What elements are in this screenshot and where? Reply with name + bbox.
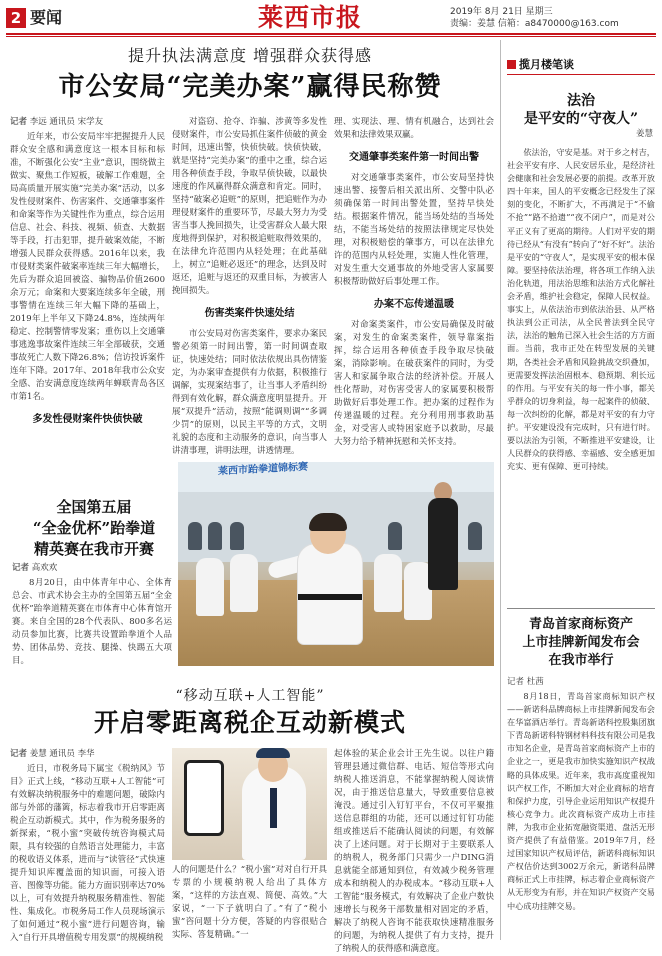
trademark-title-line: 青岛首家商标资产 (528, 617, 633, 632)
byline-names: 姜慧 通讯员 李华 (29, 749, 95, 759)
commentary-body (507, 146, 655, 473)
trademark-title-line: 上市挂牌新闻发布会 (522, 635, 640, 650)
page-number: 2 (6, 8, 26, 28)
sidebar-rule-2 (507, 608, 655, 609)
main-column-a (10, 116, 165, 434)
commentary-paragraph: 依法治，守安是基。对于乡之村吉，社会平安有序、人民安居乐业，是经济社会健康和社会发展必要的前提。改革开放四十年来，国人的平安概念已经发生了深刻的变化，不断扩大，不再满足于“不偷不抢”“路不拾遗”“夜不闭户”，而是对公平正义有了更高的期待。人们对平安的期待已经从“有没有”转向了“好不好”。法治是平安的“守夜人”，是实现平安的根本保障。要坚持依法治理，将各项工作纳入法治化轨道，用法治思维和法治方式化解社会矛盾，维护社会稳定，保障人民权益。事实上，从依法治市到依法治县、从严格执法到公正司法，从全民普法到全民守法，法治的触角已深入社会生活的方方面面。当前，我市正处在转型发展的关键期，各类社会矛盾和风险挑战交织叠加，更需要发挥法治固根本、稳预期、利长远的作用。与平安有关的每一件小事，都关乎群众的切身利益，每一起案件的侦破、每一次纠纷的化解，都是对平安的有力守护。平安建设没有完成时，只有进行时。要以法治为引领，不断推进平安建设，让人民群众的获得感、幸福感、安全感更加充实、更有保障、更可持续。 (507, 147, 655, 472)
main-paragraph-b2: 市公安局对伤害类案件，要求办案民警必须第一时间出警，第一时间调查取证，快速处结；同时依法依规出具伤情鉴定，为办案审查提供有力依据，积极推行调解，实现案结事了，让当事人矛盾纠纷得到有效化解，群众满意度明显提升。开展“双提升”活动，按照“能调则调”“多调少罚”的原则，以民主平等的方式，文明礼貌的态度和主动服务的意识，向当事人讲清事理，讲明法理，讲透情理。 (172, 329, 327, 456)
photo-smartphone (184, 760, 224, 836)
photo-black-belt (298, 594, 362, 600)
tax-paragraph-b: 人的问题是什么？“税小蜜”对对自行开具专票的小规模纳税人给出了具体方案，“这样的方法直观、简便、高效。”大家说，“一下子就明白了。”有了“税小蜜”咨问题十分方便，答疑的内容很贴合实际、答复精确。”一 (172, 865, 327, 940)
crosshead-theft: 多发性侵财案件快侦快破 (32, 414, 143, 425)
trademark-byline (507, 676, 544, 688)
photo-spectator (208, 522, 222, 550)
tax-headline: 开启零距离税企互动新模式 (93, 708, 406, 737)
byline-names: 李远 通讯员 宋学友 (29, 117, 104, 127)
taekwondo-title-line: 全国第五届 (56, 498, 132, 516)
crosshead-traffic: 交通肇事类案件第一时间出警 (349, 152, 479, 163)
main-paragraph-c1: 理、实现法、理、情有机融合，达到社会效果和法律效果双赢。 (334, 117, 494, 140)
trademark-paragraph: 8月18日，青岛首家商标知识产权——新诺科品牌商标上市挂牌新闻发布会在华富酒店举行。青岛新诺科控股集团旗下青岛新诺科特钢材料科技有限公司是我市知名企业，是青岛首家商标资产上市的企业之一，更是我市加快实施知识产权战略的具体成果。近年来，我市高度重视知识产权工作，不断加大对企业商标的培育和保护力度，引导企业运用知识产权提升核心竞争力。此次商标资产成功上市挂牌，为我市企业拓宽融资渠道、盘活无形资产提供了有益借鉴。2019年7月，经过国家知识产权局评估，新诺科商标知识产权估价达到3002万余元，新诺科品牌商标正式上市挂牌，标志着企业商标资产从无形变为有形，并在知识产权资产交易中心成功挂牌交易。 (507, 691, 655, 911)
header-rule (6, 33, 656, 35)
sidebar-divider (500, 40, 501, 940)
photo-athlete (230, 554, 258, 612)
main-kicker: 提升执法满意度 增强群众获得感 (127, 46, 373, 65)
trademark-title (507, 616, 655, 670)
byline-names: 杜茜 (526, 677, 544, 687)
header-rule-thin (6, 36, 656, 37)
main-paragraph-c3: 对命案类案件，市公安局确保及时破案，对发生的命案类案件，领导靠案指挥，综合运用各种侦查手段争取尽快破案，消除影响。在破获案件的同时，为受害人和家属争取合法的经济补偿。开展人性化帮助，对伤害受害人的家属要积极帮助做好后事处理工作。把办案的过程作为传递温暖的过程。充分利用刑事救助基金，对受害人或特困家庭予以救助，尽最大努力给予精神抚慰和关怀支持。 (334, 320, 494, 447)
photo-spectator (388, 522, 402, 550)
taekwondo-body (12, 562, 172, 668)
taekwondo-photo (178, 462, 494, 666)
photo-spectator (188, 522, 202, 550)
page-header (0, 0, 662, 38)
main-paragraph-a: 近年来，市公安局牢牢把握提升人民群众安全感和满意度这一根本目标和标准，不断强化公安“主业”意识，围绕做主做实、聚焦工作短板，破解工作难题，全局高质量开展实施“完美办案”活动，以多发性侵财案件、伤害案件、交通肇事案件和命案等作为关键性作为重点，综合运用信息、社会、科技、视频、侦查、大数据等手段，打击犯罪，提升破案效能，不断增强人民群众获得感。2016年以来，我市侵财类案件破案率连续三年大幅增长，先后为群众追回被盗、骗物品价值2600余万元；命案和大要案连续多年全破，刑事警情在连续三年大幅下降的基础上，2019年上半年又下降24.8%，连续两年稳定、控制警情零发案；重伤以上交通肇事逃逸事故案件连续三年全部破获，交通事故死亡人数下降26.8%；信访投诉案件连年下降。2017年、2018年我市公众安全感、治安满意度连续两年蝉联青岛各区市第1名。 (10, 132, 165, 402)
sidebar-rule (507, 74, 655, 75)
tax-column-c (334, 748, 494, 956)
date-line: 2019年 8月 21日 星期三 (450, 7, 553, 17)
section-title: 要闻 (30, 8, 63, 27)
photo-officer-cap (256, 748, 290, 758)
main-headline: 市公安局“完美办案”赢得民称赞 (58, 72, 442, 102)
column-tag (507, 58, 574, 72)
main-paragraph-c2: 对交通肇事类案件，市公安局坚持快速出警、接警后相关派出所、交警中队必须确保第一时间出警处置，坚持早快处结。根据案件情况，能当场处结的当场处结，不能当场处结的按照法律规定尽快处理，对积极赔偿的肇事方，可以在法律允许的范围内从轻处理，实施人性化管理，对发生重大交通事故的外地受害人家属要积极帮助做好后事处理工作。 (334, 173, 494, 287)
header-meta (450, 6, 619, 30)
byline-label: 记者 (10, 117, 28, 127)
tax-byline (10, 748, 165, 761)
commentary-title-line2: 是平安的“守夜人” (523, 111, 639, 127)
tax-kicker: “移动互联+人工智能” (175, 688, 325, 704)
byline-label: 记者 (12, 563, 30, 573)
crosshead-injury: 伤害类案件快速处结 (204, 308, 295, 319)
main-column-c (334, 116, 494, 449)
photo-spectator (230, 522, 244, 550)
main-column-b (172, 116, 327, 458)
photo-banner-text: 莱西市跆拳道锦标赛 (218, 461, 308, 478)
tax-column-b (172, 864, 327, 942)
byline-label: 记者 (507, 677, 525, 687)
trademark-body (507, 690, 655, 913)
taekwondo-paragraph: 8月20日，由中体青年中心、全体育总会、市武术协会主办的全国第五届“全金优杯”跆拳道精英赛在市体育中心体育馆开赛。来自全国的28个代表队、800多名运动员参加比赛，比赛共设置跆拳道个人品势、团体品势、竞技、腿操、快踢五大项目。 (12, 578, 172, 666)
commentary-title-line1: 法治 (567, 93, 595, 109)
taekwondo-title-line: 精英赛在我市开赛 (33, 540, 154, 558)
editor-line: 责编：姜慧 信箱：a8470000@163.com (450, 19, 619, 29)
newspaper-masthead: 莱西市报 (258, 3, 363, 32)
photo-spectator (468, 522, 482, 550)
tax-paragraph-a: 近日，市税务局下属宝《税纳风》节目》正式上线，“移动互联+人工智能”可有效解决纳税服务中的难题问题，破除内部与外部的藩篱，标志着我市开启零距离税企互动新模式。其中，作为税务服务的新探索，“税小蜜”突破传统咨询模式局限，具有较强的自然语言处理能力，丰富的税收语义体系，进而与“读管径”式快速提升知识库覆盖面的知识面，可接入语音、图像等功能。能力方面识别率达70%以上，可有效提升纳税服务精准性、智能性、集成化。市税务局工作人员现场演示了如何通过“税小蜜”进行问题咨询，输入“自行开具增值税专用发票”的规模纳税 (10, 764, 165, 943)
photo-athlete (196, 558, 224, 616)
tax-photo (172, 748, 327, 860)
trademark-title-line: 在我市举行 (548, 653, 614, 668)
tax-paragraph-c: 起体验的某企业会计王先生说。以往户籍管理县通过微信群、电话、短信等形式向纳税人推送消息，不能掌握纳税人阅读情况，由于推送信息量大，导致重要信息被淹没。通过引入钉钉平台，不仅可平聚推送信息群组的功能，还可以通过钉钉功能组或推送后不能确认阅读的问题，有效解决了上述问题。对于长期对于主要联系人的纳税人，税务部门只需少一户DING消息就能全部通知到位，有效减少税务管理成本和纳税人的办税成本。“移动互联+人工智能”服务模式，有效解决了企业户数快速增长与税务干部数量相对固定的矛盾，解决了纳税人咨询不能获取快速精准服务的问题，为纳税人提供了有力支持，提升了纳税人的获得感和满意度。 (334, 749, 494, 954)
photo-officer-tie (270, 788, 277, 828)
byline-label: 记者 (10, 749, 28, 759)
column-tag-text: 揽月楼笔谈 (519, 58, 574, 71)
photo-athlete (374, 554, 402, 612)
tax-column-a (10, 748, 165, 945)
square-bullet-icon (507, 60, 516, 69)
taekwondo-title-line: “全金优杯”跆拳道 (32, 519, 156, 537)
taekwondo-byline (12, 562, 172, 575)
commentary-author: 姜慧 (635, 129, 653, 139)
taekwondo-title (14, 497, 174, 560)
photo-coach (428, 498, 458, 590)
main-paragraph-b: 对盗窃、抢夺、诈骗、涉黄等多发性侵财案件，市公安局抓住案件侦破的黄金时间，迅速出警，快侦快破。快侦快破，就是坚持“完美办案”的重中之重，综合运用各种侦查手段，争取早侦快破，以最快速度的作风赢得群众满意和肯定。同时，坚持“破案必追赃”的原则，把追赃作为办理侵财案件的重要环节，尽最大努力为受害当事人挽回损失，让受害群众人最大限度地得到保护，对积极追赃取得效果的，在法律允许范围内从轻处理；在此基础上，树立“追赃必返还”的理念，达到及时返还，追赃与返还的双重目标，为被害人挽回损失。 (172, 117, 327, 296)
photo-athlete-hair (309, 513, 347, 531)
byline-names: 高欢欢 (31, 563, 58, 573)
crosshead-warmth: 办案不忘传递温暖 (374, 299, 454, 310)
main-byline (10, 116, 165, 129)
